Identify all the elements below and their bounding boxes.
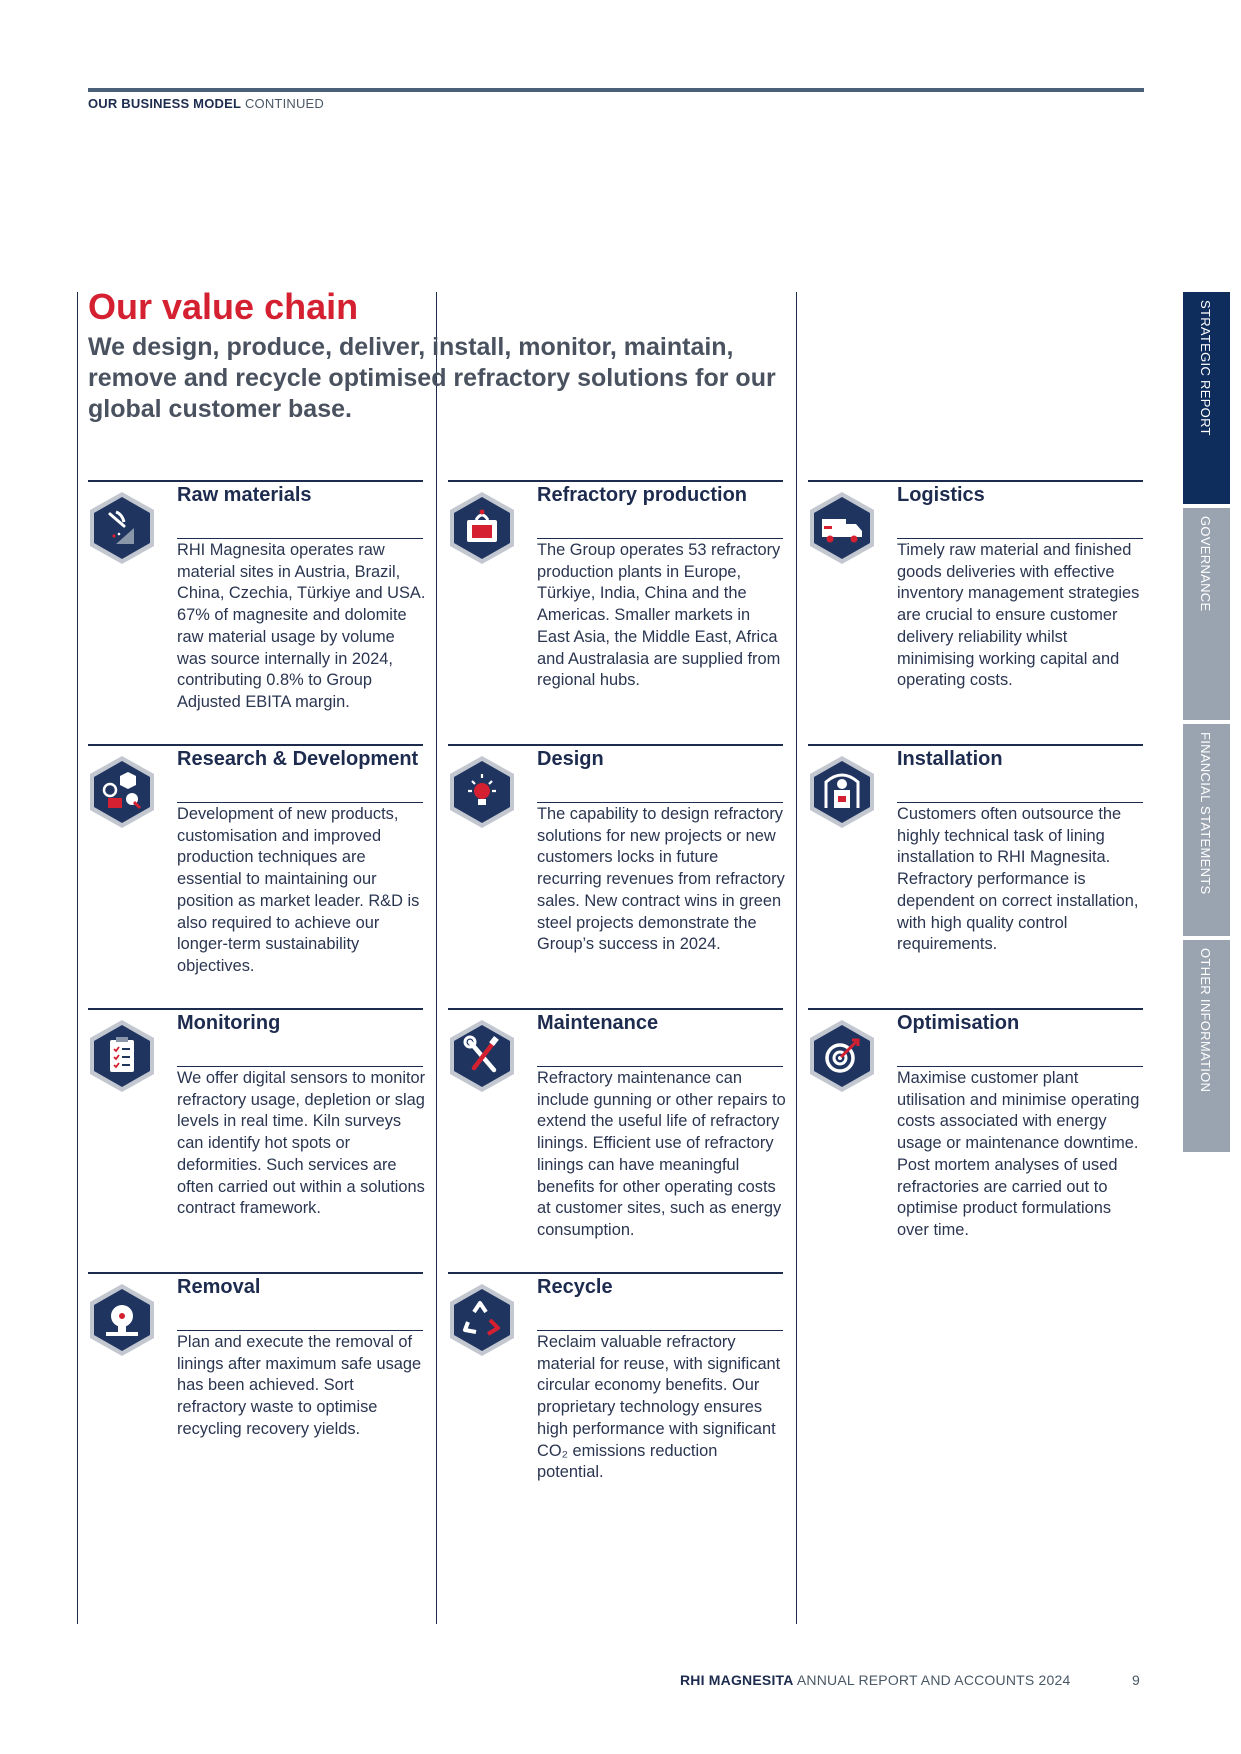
page-number: 9 xyxy=(1132,1672,1140,1688)
target-dart-icon xyxy=(808,1018,876,1094)
card-body: Timely raw material and finished goods deliveries with effective inventory management strategies are crucial to ensure customer delivery reliability whilst minimising working capital and operating costs. xyxy=(897,541,1140,690)
card-title: Installation xyxy=(897,748,1003,770)
card-body: Customers often outsource the highly technical task of lining installation to RHI Magnesita. Refractory performance is dependent on correct installation, with high quality control requirements. xyxy=(897,805,1139,954)
molecule-research-icon xyxy=(88,754,156,830)
card-divider xyxy=(177,1066,423,1067)
worker-installation-icon xyxy=(808,754,876,830)
tab-label: GOVERNANCE xyxy=(1198,516,1213,612)
card-divider xyxy=(897,538,1143,539)
page-subtitle: We design, produce, deliver, install, monitor, maintain, remove and recycle optimised refractory solutions for our global customer base. xyxy=(88,333,776,423)
card-title: Design xyxy=(537,748,604,770)
card-body: Maximise customer plant utilisation and minimise operating costs associated with energy usage or maintenance downtime. Post mortem analyses of used refractories are carried out to optimise product formulations over time. xyxy=(897,1069,1140,1239)
tab-other-information[interactable] xyxy=(1183,940,1230,1152)
card-body: Plan and execute the removal of linings after maximum safe usage has been achieved. Sort refractory waste to optimise recycling recovery yields. xyxy=(177,1333,422,1438)
card-body: We offer digital sensors to monitor refractory usage, depletion or slag levels in real time. Kiln surveys can identify hot spots or deformities. Such services are often carried out within a solutions contract framework. xyxy=(177,1069,426,1218)
card-body: The Group operates 53 refractory production plants in Europe, Türkiye, India, China and the Americas. Smaller markets in East Asia, the Middle East, Africa and Australasia are supplied from regional hubs. xyxy=(537,541,781,690)
wrench-screwdriver-icon xyxy=(448,1018,516,1094)
card-body: Refractory maintenance can include gunning or other repairs to extend the useful life of refractory linings. Efficient use of refractory linings can have meaningful benefits for other operating costs at customer sites, such as energy consumption. xyxy=(537,1069,786,1239)
card-rule xyxy=(808,744,1143,746)
card-title: Removal xyxy=(177,1276,261,1298)
card-title: Recycle xyxy=(537,1276,613,1298)
card-title: Research & Development xyxy=(177,748,419,770)
card-rule xyxy=(808,480,1143,482)
delivery-truck-icon xyxy=(808,490,876,566)
card-rule xyxy=(448,744,783,746)
card-title: Logistics xyxy=(897,484,985,506)
tab-label: STRATEGIC REPORT xyxy=(1198,300,1213,436)
card-divider xyxy=(537,1330,783,1331)
card-title: Refractory production xyxy=(537,484,748,506)
card-rule xyxy=(88,1008,423,1010)
card-rule xyxy=(448,1008,783,1010)
card-divider xyxy=(177,802,423,803)
tab-governance[interactable] xyxy=(1183,508,1230,720)
column-divider-1 xyxy=(77,292,78,1624)
card-divider xyxy=(537,538,783,539)
card-rule xyxy=(88,744,423,746)
card-divider xyxy=(897,802,1143,803)
column-divider-2 xyxy=(436,292,437,1624)
card-title: Monitoring xyxy=(177,1012,281,1034)
removal-machine-icon xyxy=(88,1282,156,1358)
footer xyxy=(680,1672,1070,1688)
breadcrumb-continued: CONTINUED xyxy=(244,96,325,111)
card-divider xyxy=(897,1066,1143,1067)
header-rule xyxy=(88,88,1144,92)
page-title: Our value chain xyxy=(88,286,359,327)
card-divider xyxy=(537,1066,783,1067)
card-title: Maintenance xyxy=(537,1012,659,1034)
card-title: Raw materials xyxy=(177,484,312,506)
card-body: The capability to design refractory solutions for new projects or new customers locks in future recurring revenues from refractory sales. New contract wins in green steel projects demonstrate the Group’s success in 2024. xyxy=(537,805,785,954)
clipboard-checklist-icon xyxy=(88,1018,156,1094)
footer-company: RHI MAGNESITA xyxy=(680,1672,794,1688)
recycle-icon xyxy=(448,1282,516,1358)
column-divider-3 xyxy=(796,292,797,1624)
tab-label: OTHER INFORMATION xyxy=(1198,948,1213,1093)
breadcrumb-section: OUR BUSINESS MODEL xyxy=(88,96,242,111)
tab-strategic-report[interactable] xyxy=(1183,292,1230,504)
lightbulb-icon xyxy=(448,754,516,830)
factory-furnace-icon xyxy=(448,490,516,566)
card-body: RHI Magnesita operates raw material sites in Austria, Brazil, China, Czechia, Türkiye and USA. 67% of magnesite and dolomite raw material usage by volume was source internally in 2024, contributing 0.8% to Group Adjusted EBITA margin. xyxy=(177,541,426,711)
breadcrumb xyxy=(88,96,324,111)
card-body: Development of new products, customisation and improved production techniques are essential to maintaining our position as market leader. R&D is also required to achieve our longer-term sustainability objectives. xyxy=(177,805,420,975)
card-rule xyxy=(88,1272,423,1274)
card-rule xyxy=(88,480,423,482)
card-rule xyxy=(448,1272,783,1274)
card-divider xyxy=(537,802,783,803)
card-rule xyxy=(448,480,783,482)
card-rule xyxy=(808,1008,1143,1010)
tab-financial-statements[interactable] xyxy=(1183,724,1230,936)
card-body: Reclaim valuable refractory material for reuse, with significant circular economy benefits. Our proprietary technology ensures high performance with significant CO₂ emissions reduction potential. xyxy=(537,1333,781,1482)
tab-label: FINANCIAL STATEMENTS xyxy=(1198,732,1213,895)
card-divider xyxy=(177,1330,423,1331)
card-divider xyxy=(177,538,423,539)
footer-report-title: ANNUAL REPORT AND ACCOUNTS 2024 xyxy=(796,1672,1071,1688)
mining-pickaxe-icon xyxy=(88,490,156,566)
card-title: Optimisation xyxy=(897,1012,1020,1034)
